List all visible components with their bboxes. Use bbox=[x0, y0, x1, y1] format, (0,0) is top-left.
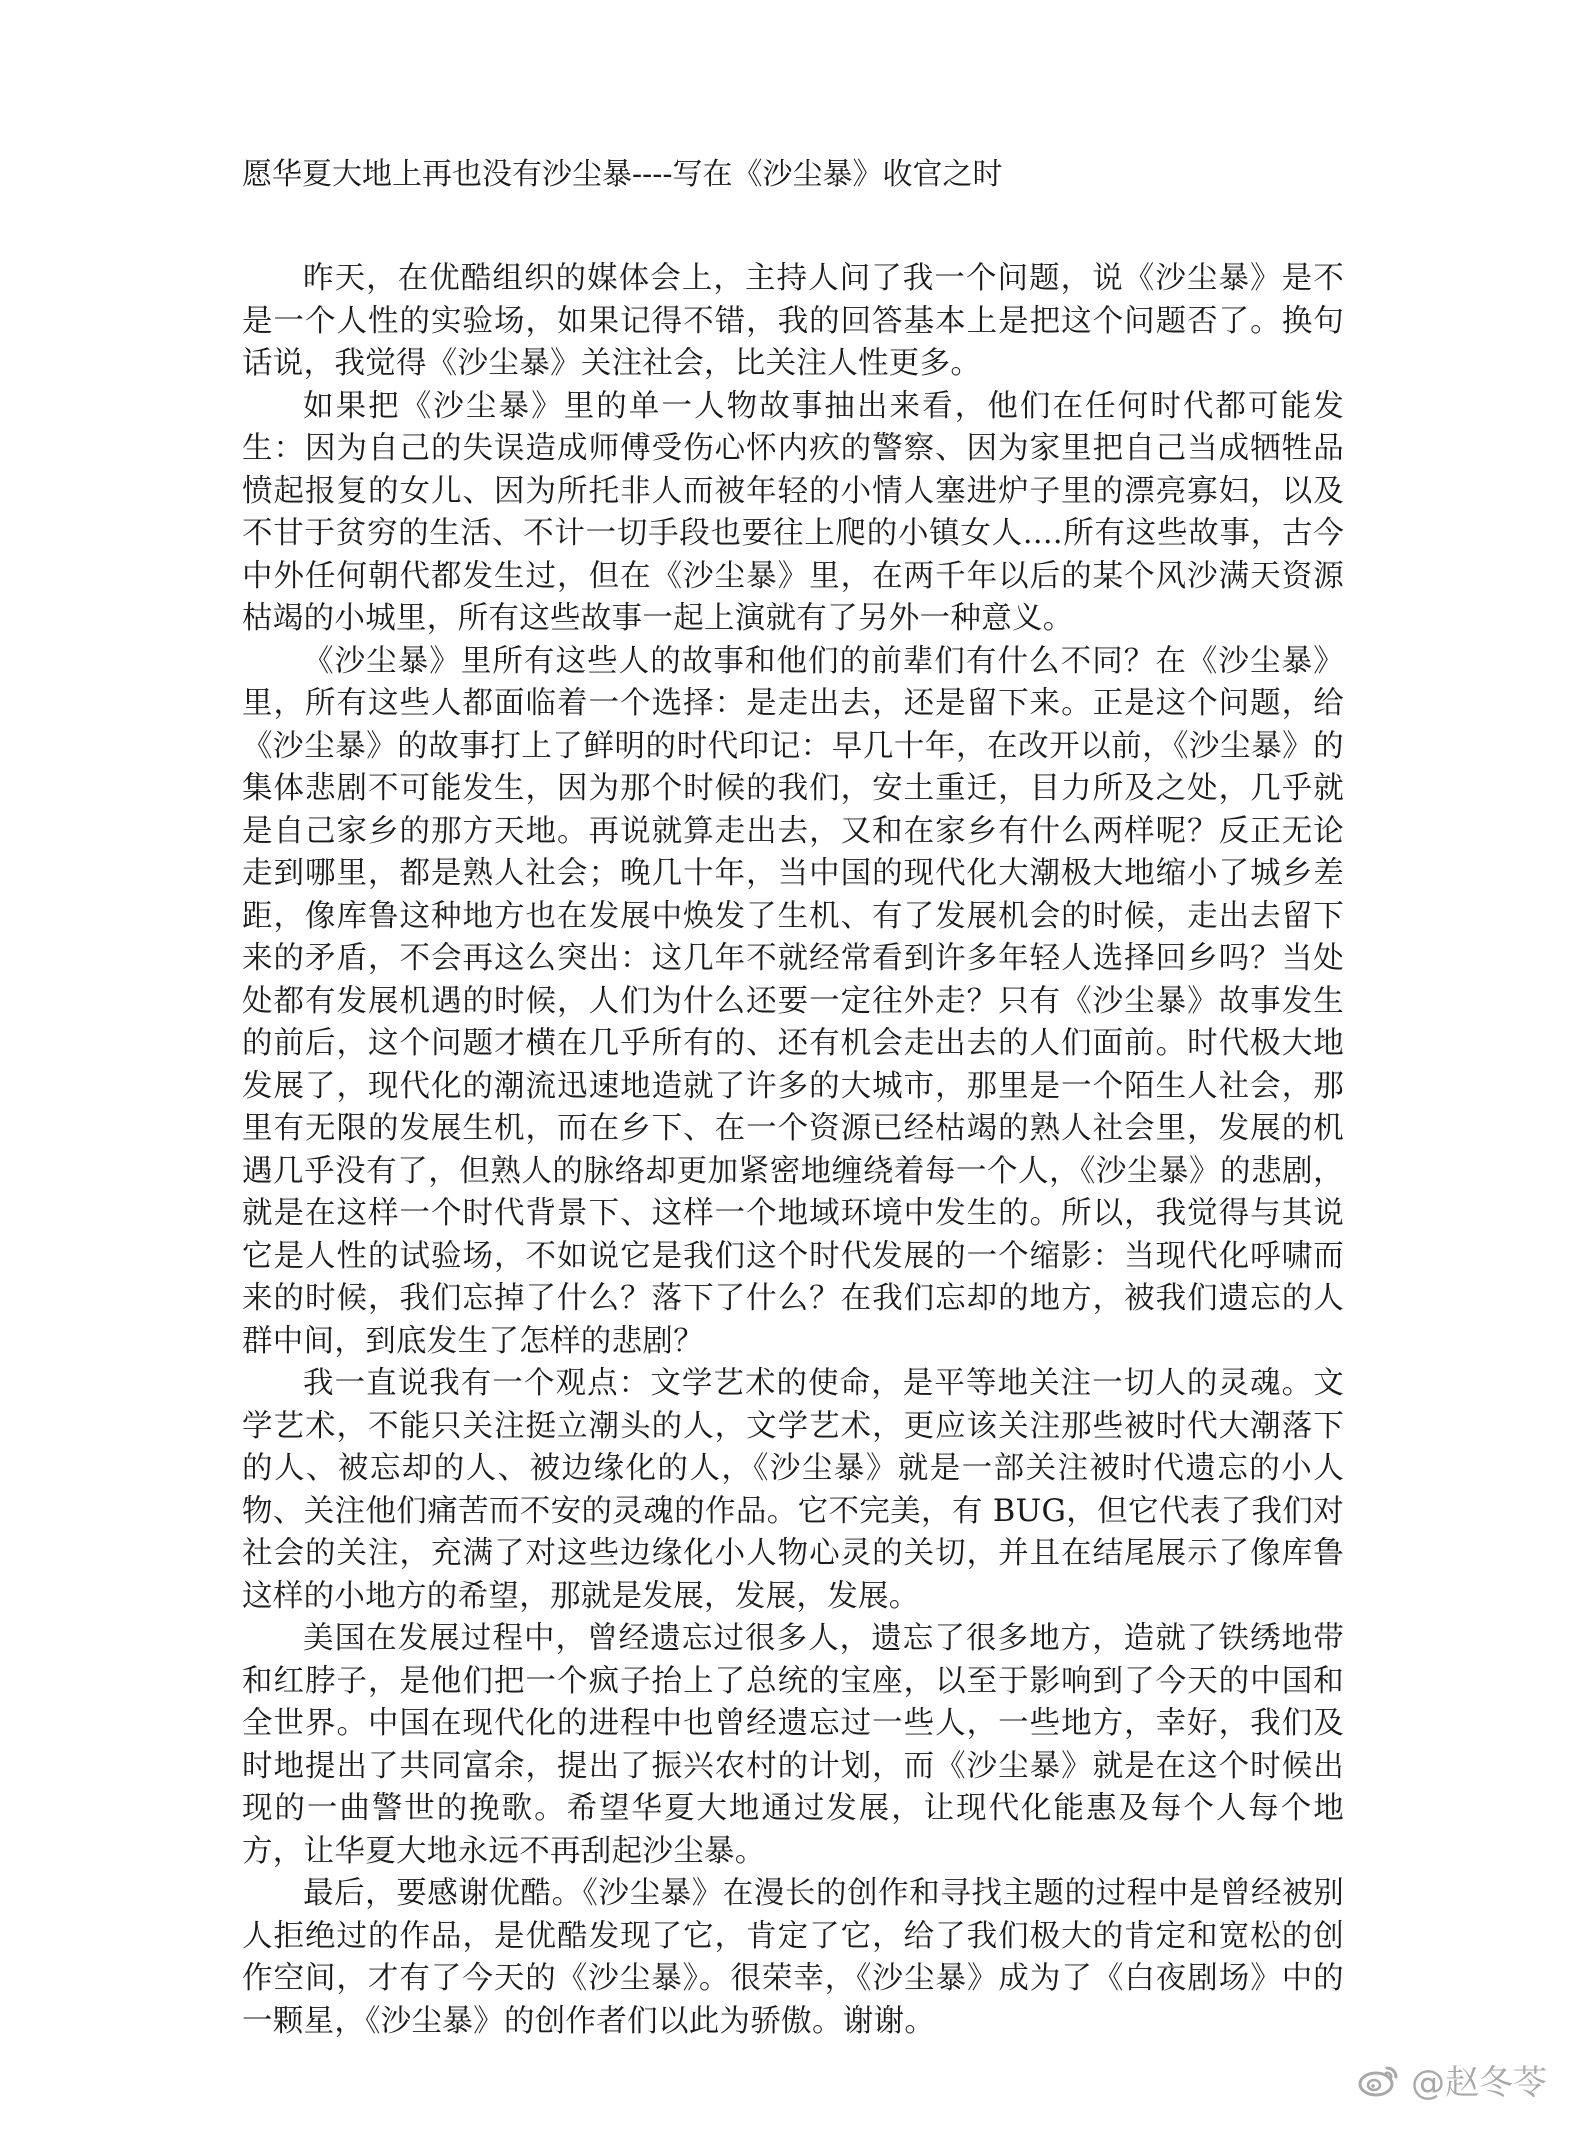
weibo-logo-icon bbox=[1357, 2062, 1401, 2098]
article-paragraph-1: 昨天，在优酷组织的媒体会上，主持人问了我一个问题，说《沙尘暴》是不是一个人性的实验场，如果记得不错，我的回答基本上是把这个问题否了。换句话说，我觉得《沙尘暴》关注社会，比关注人性更多。 bbox=[242, 261, 1344, 381]
article-paragraph-4: 我一直说我有一个观点：文学艺术的使命，是平等地关注一切人的灵魂。文学艺术，不能只关注挺立潮头的人，文学艺术，更应该关注那些被时代大潮落下的人、被忘却的人、被边缘化的人，《沙尘暴》就是一部关注被时代遗忘的小人物、关注他们痛苦而不安的灵魂的作品。它不完美，有 BUG，但它代表了我们对社会的关注，充满了对这些边缘化小人物心灵的关切，并且在结尾展示了像库鲁这样的小地方的希望，那就是发展，发展，发展。 bbox=[242, 1366, 1344, 1614]
weibo-watermark bbox=[1357, 2055, 1547, 2104]
article-paragraph-2: 如果把《沙尘暴》里的单一人物故事抽出来看，他们在任何时代都可能发生：因为自己的失误造成师傅受伤心怀内疚的警察、因为家里把自己当成牺牲品愤起报复的女儿、因为所托非人而被年轻的小情人塞进炉子里的漂亮寡妇，以及不甘于贫穷的生活、不计一切手段也要往上爬的小镇女人....所有这些故事，古今中外任何朝代都发生过，但在《沙尘暴》里，在两千年以后的某个风沙满天资源枯竭的小城里，所有这些故事一起上演就有了另外一种意义。 bbox=[242, 388, 1344, 636]
article-paragraph-5: 美国在发展过程中，曾经遗忘过很多人，遗忘了很多地方，造就了铁绣地带和红脖子，是他们把一个疯子抬上了总统的宝座，以至于影响到了今天的中国和全世界。中国在现代化的进程中也曾经遗忘过一些人，一些地方，幸好，我们及时地提出了共同富余，提出了振兴农村的计划，而《沙尘暴》就是在这个时候出现的一曲警世的挽歌。希望华夏大地通过发展，让现代化能惠及每个人每个地方，让华夏大地永远不再刮起沙尘暴。 bbox=[242, 1621, 1344, 1869]
article-title: 愿华夏大地上再也没有沙尘暴----写在《沙尘暴》收官之时 bbox=[242, 157, 1003, 192]
watermark-handle: @赵冬苓 bbox=[1411, 2063, 1547, 2103]
article-paragraph-6: 最后，要感谢优酷。《沙尘暴》在漫长的创作和寻找主题的过程中是曾经被别人拒绝过的作品，是优酷发现了它，肯定了它，给了我们极大的肯定和宽松的创作空间，才有了今天的《沙尘暴》。很荣幸，《沙尘暴》成为了《白夜剧场》中的一颗星，《沙尘暴》的创作者们以此为骄傲。谢谢。 bbox=[242, 1876, 1344, 2039]
article-paragraph-3: 《沙尘暴》里所有这些人的故事和他们的前辈们有什么不同？在《沙尘暴》里，所有这些人都面临着一个选择：是走出去，还是留下来。正是这个问题，给《沙尘暴》的故事打上了鲜明的时代印记：早几十年，在改开以前，《沙尘暴》的集体悲剧不可能发生，因为那个时候的我们，安土重迁，目力所及之处，几乎就是自己家乡的那方天地。再说就算走出去，又和在家乡有什么两样呢？反正无论走到哪里，都是熟人社会；晚几十年，当中国的现代化大潮极大地缩小了城乡差距，像库鲁这种地方也在发展中焕发了生机、有了发展机会的时候，走出去留下来的矛盾，不会再这么突出：这几年不就经常看到许多年轻人选择回乡吗？当处处都有发展机遇的时候，人们为什么还要一定往外走？只有《沙尘暴》故事发生的前后，这个问题才横在几乎所有的、还有机会走出去的人们面前。时代极大地发展了，现代化的潮流迅速地造就了许多的大城市，那里是一个陌生人社会，那里有无限的发展生机，而在乡下、在一个资源已经枯竭的熟人社会里，发展的机遇几乎没有了，但熟人的脉络却更加紧密地缠绕着每一个人，《沙尘暴》的悲剧，就是在这样一个时代背景下、这样一个地域环境中发生的。所以，我觉得与其说它是人性的试验场，不如说它是我们这个时代发展的一个缩影：当现代化呼啸而来的时候，我们忘掉了什么？落下了什么？在我们忘却的地方，被我们遗忘的人群中间，到底发生了怎样的悲剧？ bbox=[242, 643, 1344, 1359]
article bbox=[242, 155, 1344, 2043]
